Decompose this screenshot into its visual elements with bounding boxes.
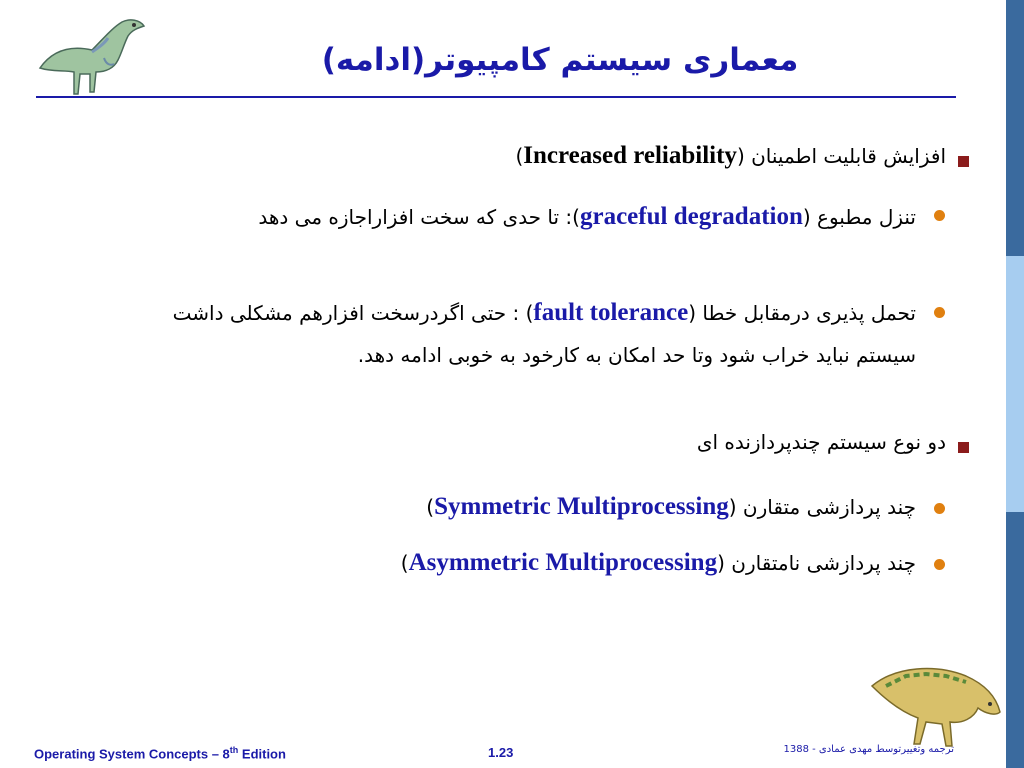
footer-book-title: Operating System Concepts – 8th Edition [34,745,286,762]
bullet-symmetric: چند پردازشی متقارن (Symmetric Multiprocessing) [426,493,916,520]
footer-translator-credit: ترجمه وتغییرتوسط مهدی عمادی - 1388 [783,744,954,755]
sidebar-segment-top [1006,0,1024,256]
dot-bullet-icon [934,307,945,318]
bullet-reliability-en: Increased reliability [523,142,737,169]
dot-bullet-icon [934,210,945,221]
square-bullet-icon [958,156,969,167]
dinosaur-icon [34,8,160,100]
asymmetric-fa: چند پردازشی نامتقارن [724,551,916,575]
bullet-asymmetric: چند پردازشی نامتقارن (Asymmetric Multiprocessing) [400,549,916,576]
symmetric-fa: چند پردازشی متقارن [736,495,916,519]
graceful-fa: تنزل مطبوع [810,205,916,229]
bullet-multiprocessor-types: دو نوع سیستم چندپردازنده ای [696,430,946,454]
graceful-en: graceful degradation [579,203,803,230]
square-bullet-icon [958,442,969,453]
fault-fa: تحمل پذیری درمقابل خطا [696,301,916,325]
bullet-reliability-fa: افزایش قابلیت اطمینان [744,144,946,168]
footer-page-number: 1.23 [488,745,514,760]
title-divider [36,96,956,98]
sidebar-segment-bottom [1006,512,1024,768]
fault-rest: : حتی اگردرسخت افزارهم مشکلی داشت سیستم نباید خراب شود وتا حد امکان به کارخود به خوبی ادامه دهد. [172,301,916,367]
fault-en: fault tolerance [533,299,689,326]
slide-title: معماری سیستم کامپیوتر(ادامه) [321,42,799,78]
sidebar-stripe [1006,0,1024,768]
sidebar-segment-middle [1006,256,1024,512]
bullet-reliability: افزایش قابلیت اطمینان (Increased reliability) [515,142,946,169]
graceful-rest: : تا حدی که سخت افزاراجازه می دهد [258,205,573,229]
symmetric-en: Symmetric Multiprocessing [434,493,729,520]
bullet-graceful-degradation: تنزل مطبوع (graceful degradation): تا حدی که سخت افزاراجازه می دهد [258,203,916,230]
dot-bullet-icon [934,503,945,514]
asymmetric-en: Asymmetric Multiprocessing [408,549,718,576]
dinosaur-icon [866,656,1006,756]
dot-bullet-icon [934,559,945,570]
bullet-fault-tolerance: تحمل پذیری درمقابل خطا (fault tolerance) : حتی اگردرسخت افزارهم مشکلی داشت سیستم نباید خراب شود وتا حد امکان به کارخود به خوبی ادامه دهد. [172,299,916,367]
